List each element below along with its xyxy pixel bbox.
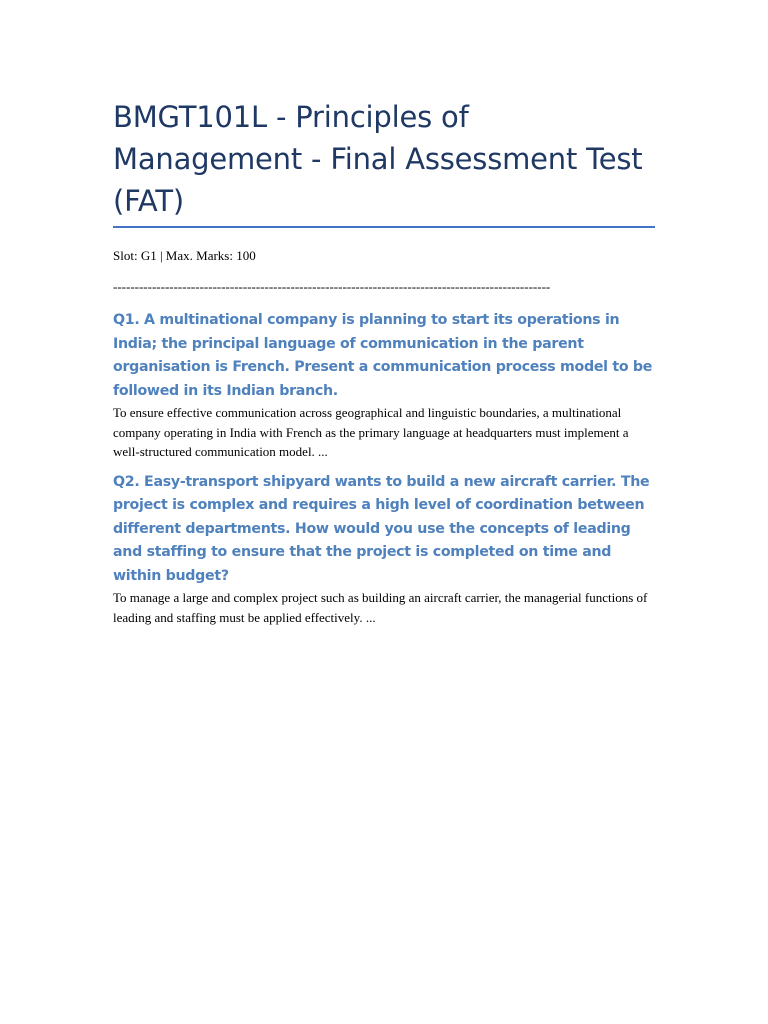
question-2: Q2. Easy-transport shipyard wants to build a new aircraft carrier. The project is complex and requires a high level of coordination between different departments. How would you use the concepts of leading and staffing to ensure that the project is completed on time and within budget? (113, 473, 650, 584)
answer-2: To manage a large and complex project such as building an aircraft carrier, the managerial functions of leading and staffing must be applied effectively. ... (113, 590, 648, 625)
title-divider (113, 226, 655, 228)
exam-meta: Slot: G1 | Max. Marks: 100 (113, 248, 256, 263)
separator-line: ----------------------------------------------------------------------------------------------------- (113, 279, 551, 294)
document-page (113, 96, 657, 627)
question-1: Q1. A multinational company is planning to start its operations in India; the principal language of communication in the parent organisation is French. Present a communication process model to be followed in its Indian branch. (113, 312, 653, 399)
answer-1: To ensure effective communication across geographical and linguistic boundaries, a multinational company operating in India with French as the primary language at headquarters must implement a well-structured communication model. ... (113, 405, 629, 459)
document-title: BMGT101L - Principles of Management - Final Assessment Test (FAT) (113, 100, 643, 218)
